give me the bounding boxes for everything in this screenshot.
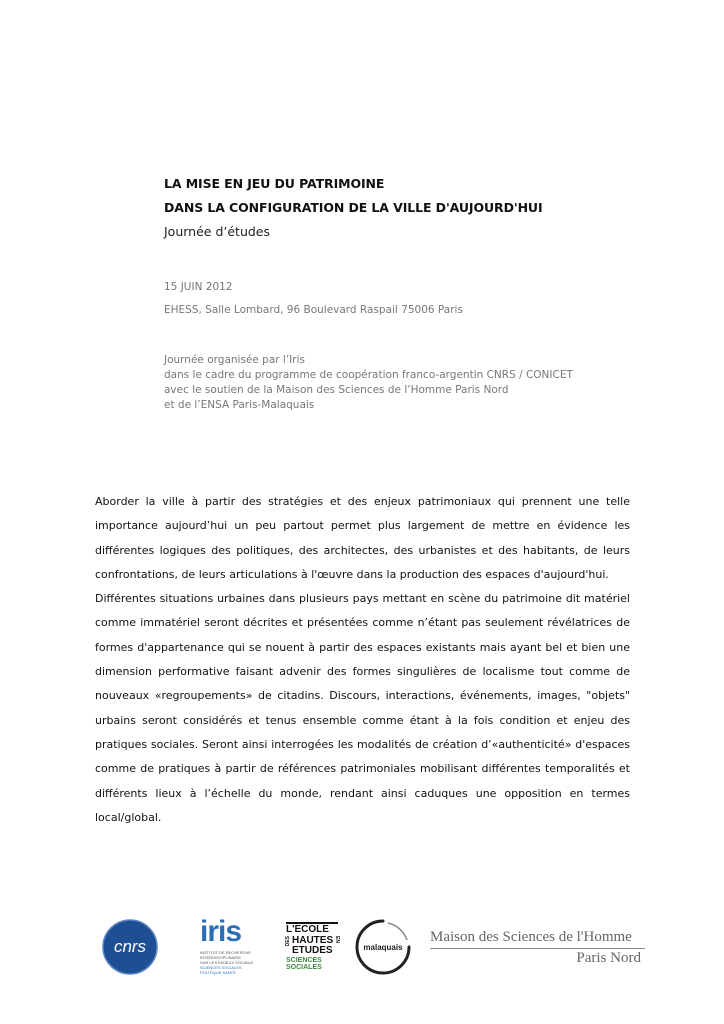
malaquais-logo-text: malaquais	[363, 943, 403, 952]
org-line-2: dans le cadre du programme de coopération franco-argentin CNRS / CONICET	[164, 369, 573, 381]
ehess-logo	[285, 922, 341, 978]
iris-tagline-1: INSTITUT DE RECHERCHE	[200, 950, 252, 955]
org-line-1: Journée organisée par l’Iris	[164, 354, 305, 366]
org-line-4: et de l’ENSA Paris-Malaquais	[164, 399, 315, 411]
document-header	[164, 176, 664, 240]
iris-tagline-2: INTERDISCIPLINAIRE	[200, 955, 241, 960]
ehess-line-1: L'ECOLE	[286, 922, 338, 936]
org-line-3: avec le soutien de la Maison des Sciences de l’Homme Paris Nord	[164, 384, 509, 396]
title-line-2: DANS LA CONFIGURATION DE LA VILLE D'AUJOURD'HUI	[164, 200, 543, 215]
partner-logos	[0, 910, 724, 990]
body-text	[95, 490, 630, 830]
cnrs-logo-text: cnrs	[113, 937, 147, 956]
ehess-line-7: SOCIALES	[286, 963, 322, 971]
ehess-line-3: HAUTES	[292, 934, 334, 946]
iris-logo-name: iris	[200, 915, 242, 948]
ehess-line-6: SCIENCES	[286, 956, 322, 964]
cnrs-logo	[102, 919, 158, 975]
paragraph-1: Aborder la ville à partir des stratégies et des enjeux patrimoniaux qui prennent une telle importance aujourd’hui un peu partout permet plus largement de mettre en évidence les différentes logiques des politiques, des architectes, des urbanistes et des habitants, de leurs confrontations, de leurs articulations à l'œuvre dans la production des espaces d'aujourd'hui.	[95, 495, 630, 581]
organization-block	[164, 353, 573, 413]
ehess-line-5: EN	[334, 935, 341, 943]
ehess-line-2: DES	[285, 935, 291, 946]
iris-tagline-5: POLITIQUE SANTÉ	[200, 970, 236, 975]
msh-logo-line-2: Paris Nord	[576, 950, 641, 966]
msh-logo-line-1: Maison des Sciences de l'Homme	[430, 928, 645, 949]
malaquais-logo	[354, 918, 412, 976]
event-date: 15 JUIN 2012	[164, 281, 233, 293]
msh-logo	[430, 928, 645, 967]
paragraph-2: Différentes situations urbaines dans plusieurs pays mettant en scène du patrimoine dit matériel comme immatériel seront décrites et présentées comme n’étant pas seulement révélatrices de formes d'appartenance qui se nouent à partir des espaces existants mais ayant bel et bien une dimension performative faisant advenir des formes singulières de localisme tout comme de nouveaux «regroupements» de citadins. Discours, interactions, événements, images, "objets" urbains seront considérés et tenus ensemble comme étant à la fois condition et enjeu des pratiques sociales. Seront ainsi interrogées les modalités de création d’«authenticité» d'espaces comme de pratiques à partir de références patrimoniales mobilisant différentes temporalités et différents lieux à l’échelle du monde, rendant ainsi caduques une opposition en termes local/global.	[95, 592, 630, 824]
iris-tagline-4: SCIENCES SOCIALES	[200, 965, 242, 970]
iris-tagline-3: SUR LES ENJEUX SOCIAUX	[200, 960, 254, 965]
event-venue: EHESS, Salle Lombard, 96 Boulevard Raspail 75006 Paris	[164, 304, 463, 316]
iris-logo	[200, 915, 270, 980]
subtitle: Journée d’études	[164, 224, 271, 239]
title-line-1: LA MISE EN JEU DU PATRIMOINE	[164, 176, 385, 191]
ehess-line-4: ETUDES	[292, 945, 333, 956]
